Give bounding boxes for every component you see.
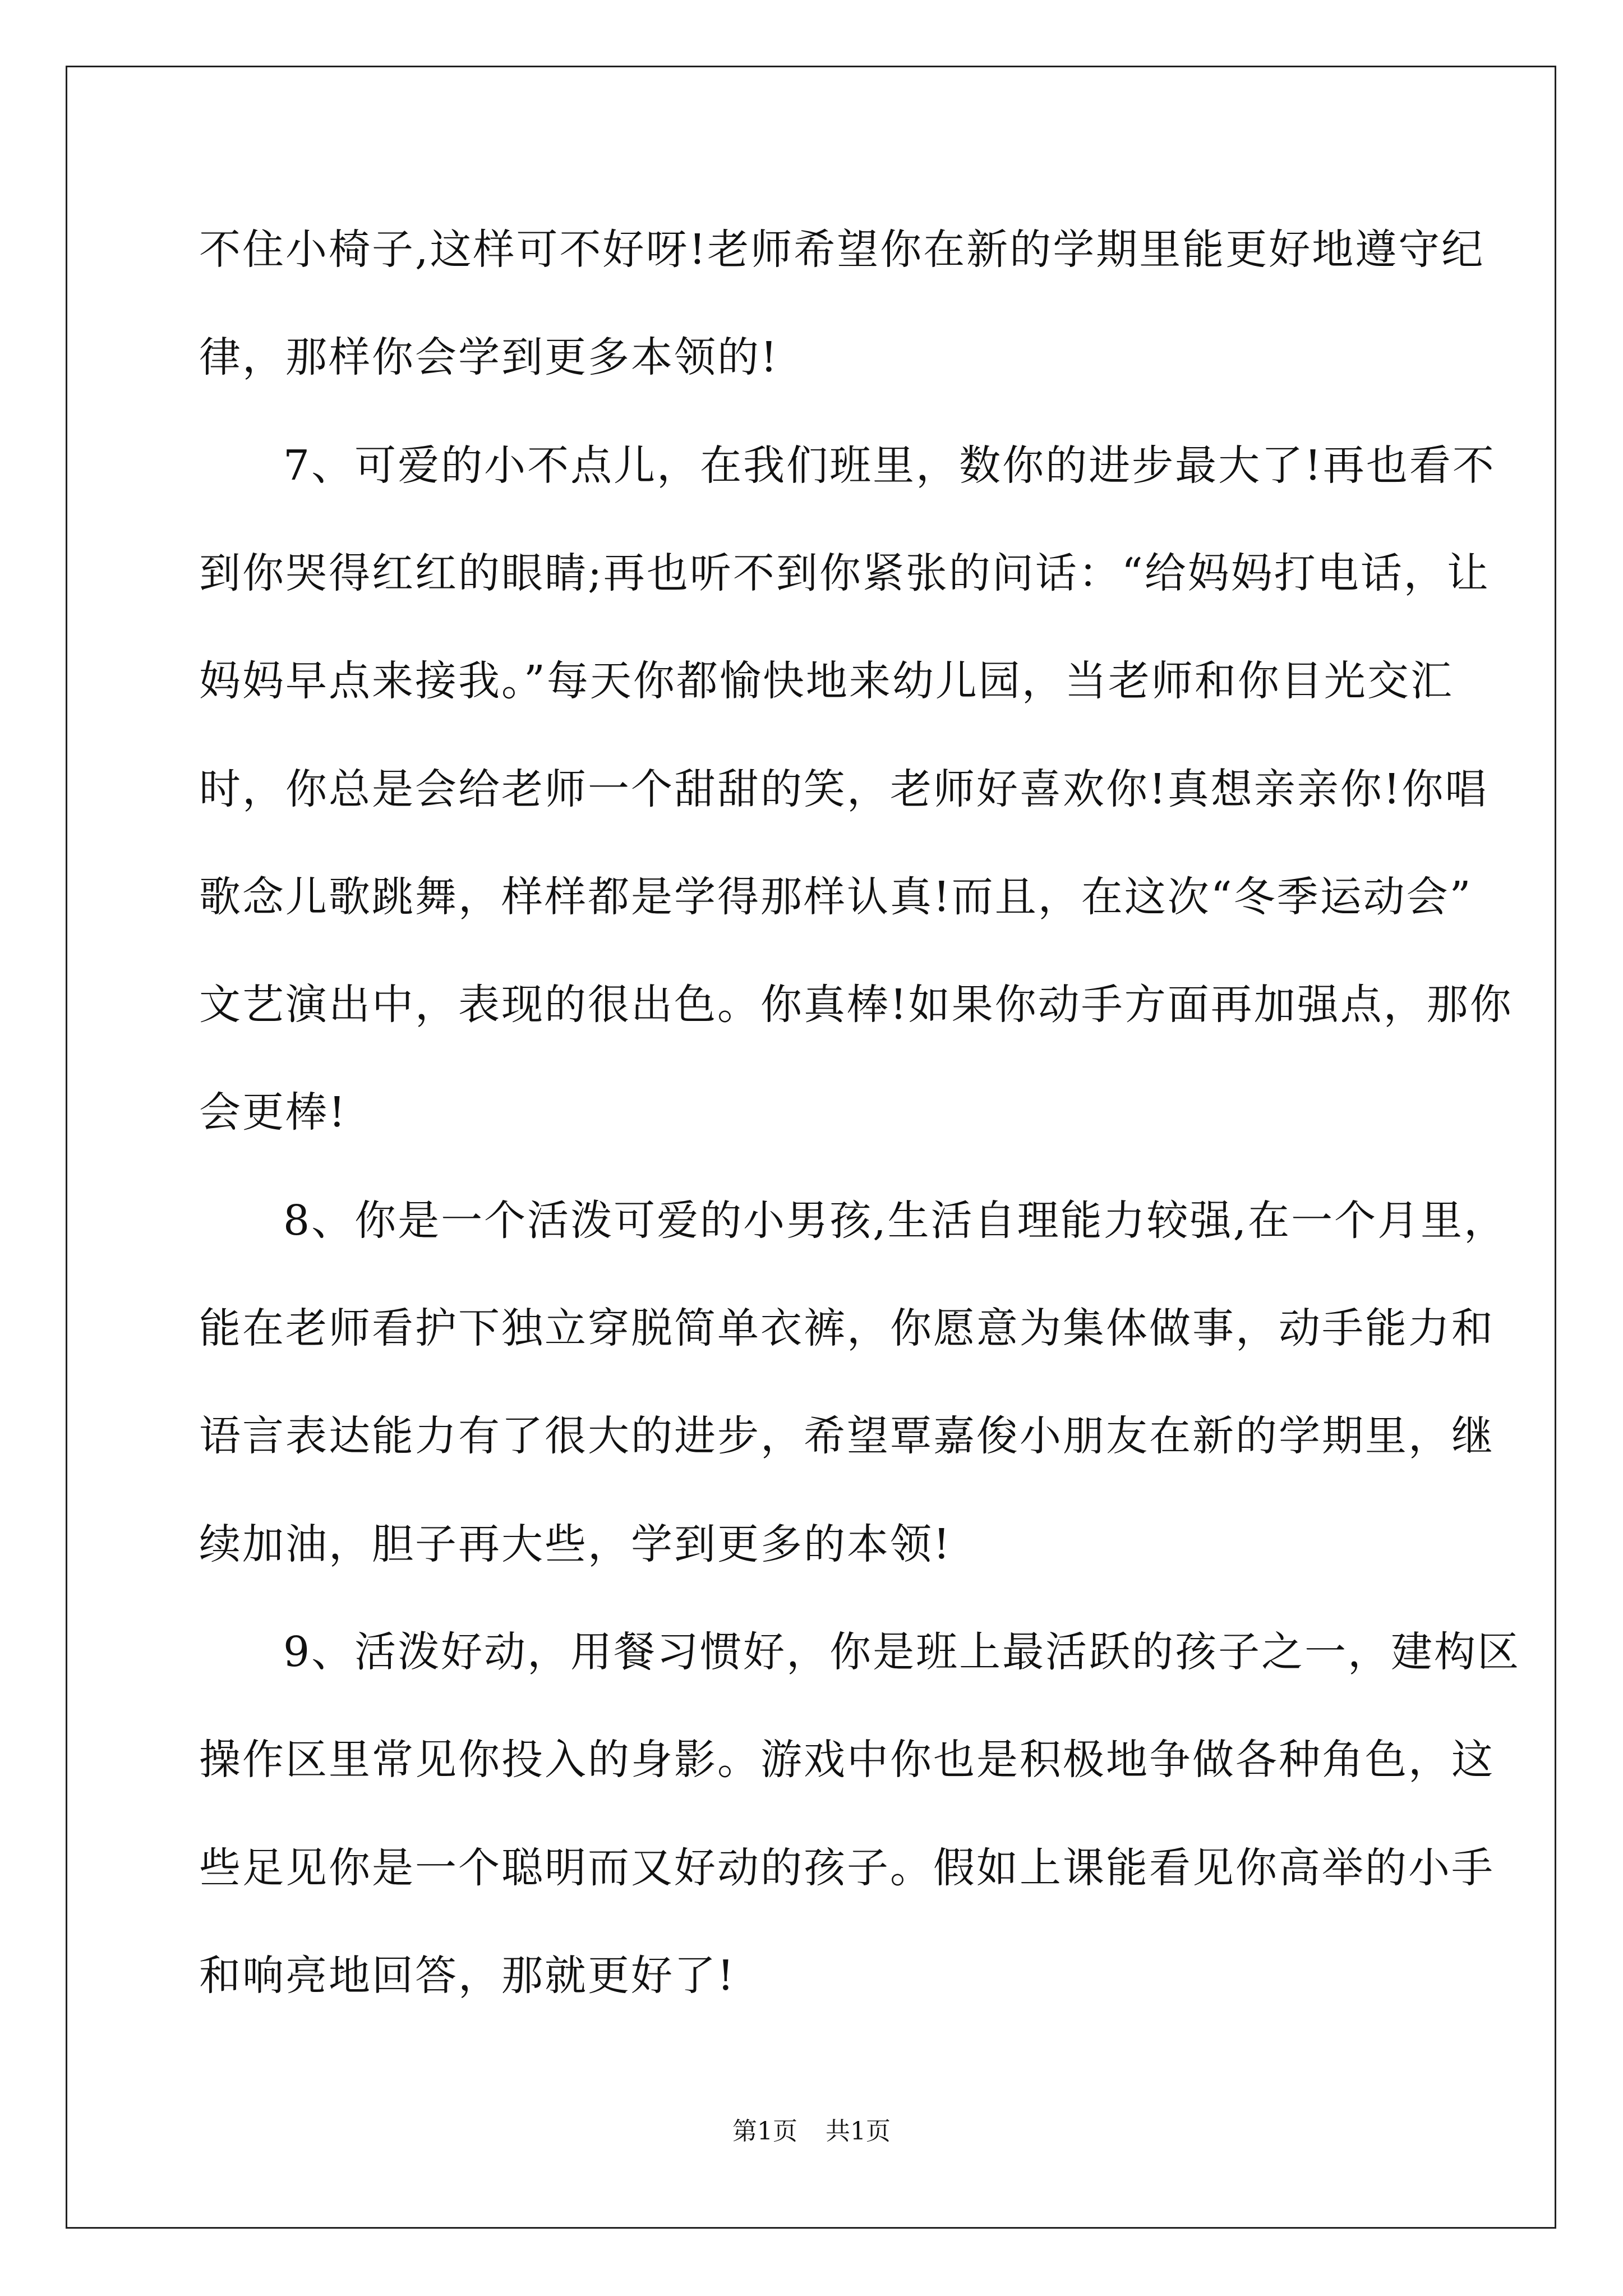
text-line: 续加油，胆子再大些，学到更多的本领! <box>199 1520 952 1568</box>
paragraph-start-line: 9、活泼好动，用餐习惯好，你是班上最活跃的孩子之一，建构区 <box>283 1628 1521 1676</box>
text-line: 时，你总是会给老师一个甜甜的笑，老师好喜欢你!真想亲亲你!你唱 <box>199 765 1488 813</box>
text-line: 些足见你是一个聪明而又好动的孩子。假如上课能看见你高举的小手 <box>199 1844 1495 1892</box>
text-line: 会更棒! <box>199 1088 347 1137</box>
paragraph-start-line: 8、你是一个活泼可爱的小男孩,生活自理能力较强,在一个月里， <box>283 1197 1507 1245</box>
text-line: 文艺演出中，表现的很出色。你真棒!如果你动手方面再加强点，那你 <box>199 981 1513 1029</box>
text-line: 妈妈早点来接我。”每天你都愉快地来幼儿园，当老师和你目光交汇 <box>199 657 1454 705</box>
text-line: 和响亮地回答，那就更好了! <box>199 1952 736 2000</box>
text-line: 不住小椅子,这样可不好呀!老师希望你在新的学期里能更好地遵守纪 <box>199 226 1485 274</box>
page-total: 共1页 <box>826 2117 891 2146</box>
paragraph-start-line: 7、可爱的小不点儿，在我们班里，数你的进步最大了!再也看不 <box>283 441 1496 490</box>
text-line: 律，那样你会学到更多本领的! <box>199 333 779 381</box>
text-line: 歌念儿歌跳舞，样样都是学得那样认真!而且，在这次“冬季运动会” <box>199 873 1473 921</box>
text-line: 能在老师看护下独立穿脱简单衣裤，你愿意为集体做事，动手能力和 <box>199 1304 1495 1352</box>
text-line: 到你哭得红红的眼睛;再也听不到你紧张的问话：“给妈妈打电话，让 <box>199 549 1490 597</box>
page-number: 第1页 <box>732 2117 797 2146</box>
text-line: 操作区里常见你投入的身影。游戏中你也是积极地争做各种角色，这 <box>199 1736 1495 1784</box>
page-footer <box>0 2115 1623 2148</box>
page-border <box>66 66 1556 2229</box>
text-line: 语言表达能力有了很大的进步，希望覃嘉俊小朋友在新的学期里，继 <box>199 1412 1495 1460</box>
